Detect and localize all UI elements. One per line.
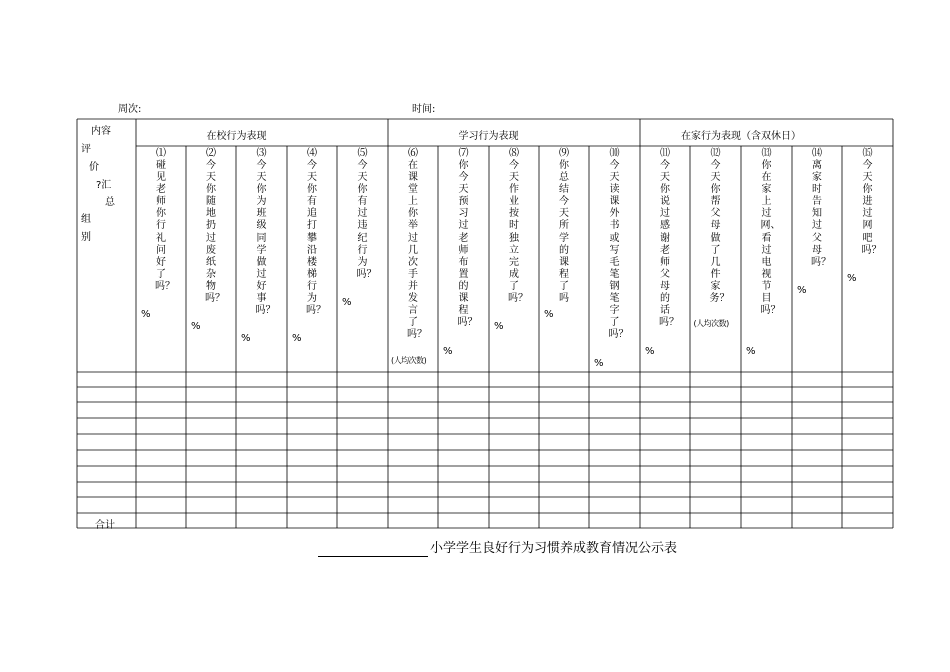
- column-number: ⒀: [761, 148, 772, 159]
- column-number: ⑹: [408, 148, 418, 159]
- column-question: 离家时告知过父母吗？: [811, 160, 831, 268]
- column-question: 碰见老师你行礼问好了吗？: [155, 160, 175, 292]
- column-number: ⑵: [206, 148, 216, 159]
- column-percent: %: [241, 333, 251, 345]
- column-question: 今天你随地扔过废纸杂物吗？: [205, 160, 225, 305]
- column-percent: %: [342, 297, 352, 309]
- column-question: 在课堂上你举过几次手并发言了吗？: [407, 160, 427, 341]
- column-question: 今天你有过违纪行为吗？: [356, 160, 377, 280]
- column-number: ⑶: [256, 148, 267, 159]
- column-number: ⑽: [609, 148, 620, 159]
- column-question: 今天你有追打攀沿楼梯行为吗？: [306, 160, 326, 317]
- column-percent: %: [544, 309, 554, 321]
- corner-line-1: 内容: [91, 126, 111, 137]
- column-question: 今天你帮父母做了几件家务？: [709, 160, 730, 305]
- column-number: ⒁: [812, 148, 822, 159]
- group-header: 在家行为表现（含双休日）: [681, 131, 801, 142]
- corner-line-3: 价: [89, 162, 99, 173]
- page-title: 小学学生良好行为习惯养成教育情况公示表: [430, 541, 678, 556]
- corner-line-2: 评: [81, 144, 91, 155]
- column-percent: %: [645, 345, 655, 357]
- corner-line-4: ?汇: [96, 180, 112, 191]
- column-percent: %: [594, 357, 604, 369]
- group-header: 学习行为表现: [458, 131, 519, 142]
- column-number: ⑿: [710, 148, 721, 159]
- column-percent: %: [847, 272, 857, 284]
- column-question: 今天读课外书或写毛笔钢笔字了吗？: [608, 160, 629, 341]
- column-number: ⑴: [156, 148, 166, 159]
- column-number: ⑻: [509, 148, 519, 159]
- column-number: ⑼: [559, 148, 569, 159]
- school-name-blank: [318, 555, 428, 557]
- total-label: 合计: [95, 520, 115, 531]
- column-percent: %: [797, 285, 807, 296]
- corner-line-7: 别: [81, 232, 91, 243]
- column-number: ⒂: [862, 148, 873, 159]
- column-question: 今天你说过感谢老师父母的话吗？: [659, 160, 679, 329]
- column-subnote: (人均次数): [693, 319, 729, 329]
- column-percent: %: [494, 321, 504, 333]
- column-number: ⑺: [458, 148, 469, 159]
- column-percent: %: [292, 333, 302, 345]
- column-percent: %: [443, 345, 453, 357]
- corner-line-5: 总: [105, 197, 115, 208]
- column-question: 你在家上过网、看过电视节目吗？: [760, 160, 781, 317]
- column-percent: %: [746, 345, 756, 357]
- column-number: ⑾: [660, 148, 670, 159]
- column-percent: %: [191, 321, 201, 333]
- column-percent: %: [141, 309, 151, 321]
- column-question: 你今天预习过老师布置的课程吗？: [457, 160, 478, 329]
- column-subnote: (人均次数): [391, 355, 427, 365]
- week-label: 周次:: [118, 104, 142, 115]
- corner-line-6: 组: [81, 214, 91, 225]
- column-question: 你总结今天所学的课程了吗: [559, 160, 569, 305]
- column-question: 今天你进过网吧吗？: [861, 160, 882, 256]
- column-question: 今天作业按时独立完成了吗？: [508, 160, 528, 305]
- column-question: 今天你为班级同学做过好事吗？: [255, 160, 276, 317]
- group-header: 在校行为表现: [206, 131, 267, 142]
- column-number: ⑷: [307, 148, 317, 159]
- time-label: 时间:: [412, 104, 436, 115]
- column-number: ⑸: [357, 148, 368, 159]
